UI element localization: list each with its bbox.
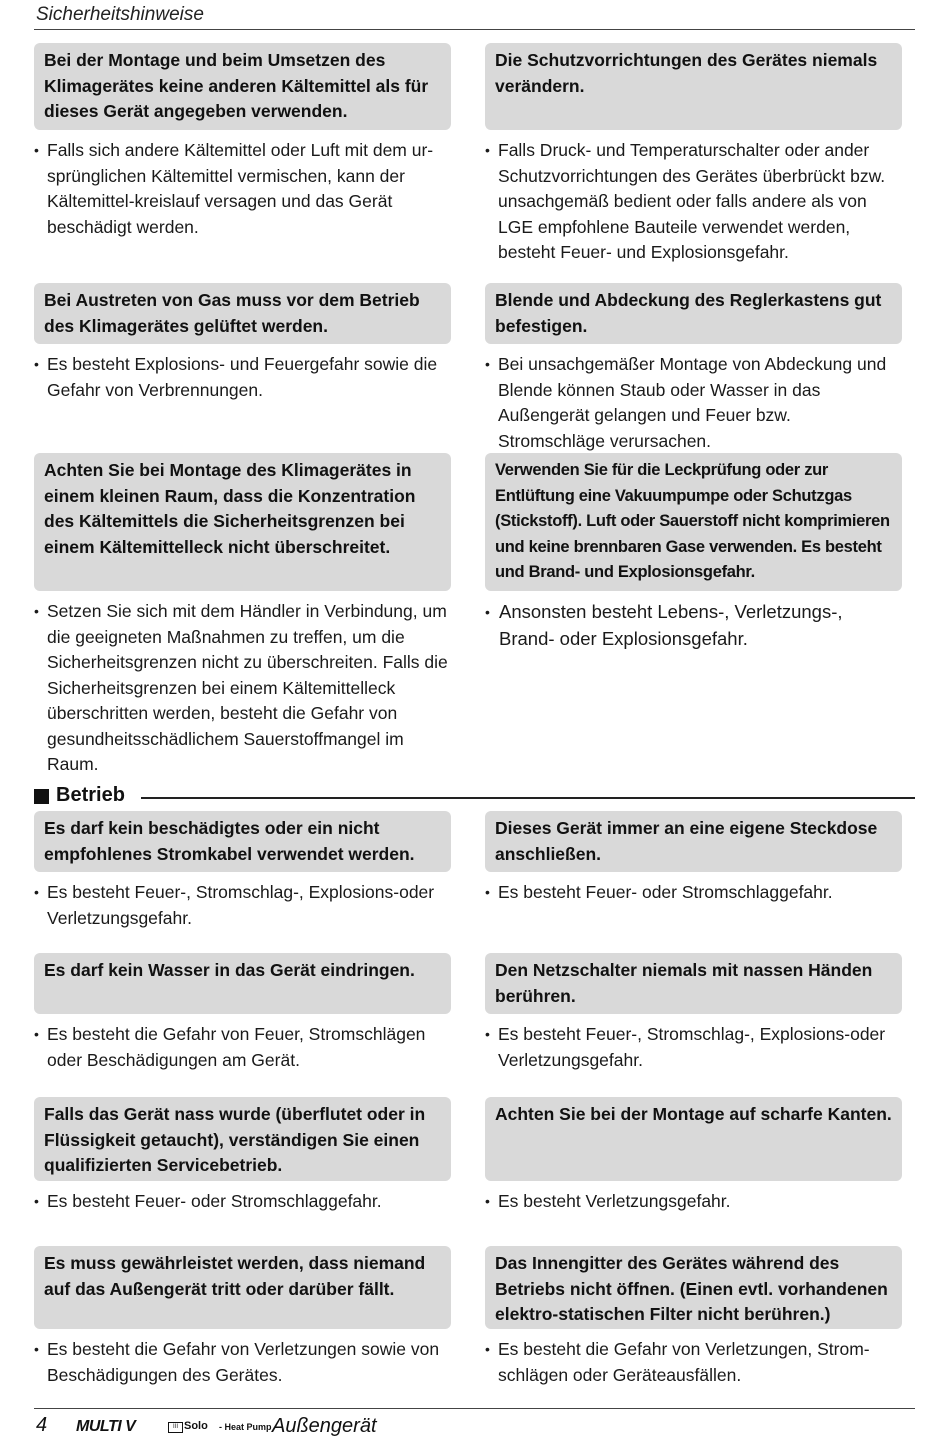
page-footer bbox=[36, 1414, 636, 1440]
notice-block bbox=[34, 453, 451, 778]
notice-bullet: • Ansonsten besteht Lebens-, Verletzungs-, Brand- oder Explosionsgefahr. bbox=[485, 599, 902, 652]
notice-heading: Achten Sie bei der Montage auf scharfe Kanten. bbox=[485, 1097, 902, 1181]
notice-bullet: • Es besteht die Gefahr von Feuer, Stromschlägen oder Beschädigungen am Gerät. bbox=[34, 1022, 451, 1073]
notice-heading: Es muss gewährleistet werden, dass niemand auf das Außengerät tritt oder darüber fällt. bbox=[34, 1246, 451, 1329]
notice-heading: Blende und Abdeckung des Reglerkastens gut befestigen. bbox=[485, 283, 902, 344]
notice-bullet: • Bei unsachgemäßer Montage von Abdeckung und Blende können Staub oder Wasser in das Außengerät gelangen und Feuer bzw. Stromschläge verursachen. bbox=[485, 352, 902, 454]
section-title: Betrieb bbox=[56, 784, 125, 806]
notice-block bbox=[34, 1097, 451, 1215]
notice-block bbox=[34, 43, 451, 240]
notice-block bbox=[485, 43, 902, 266]
notice-block bbox=[485, 453, 902, 652]
notice-bullet: • Falls Druck- und Temperaturschalter oder ander Schutzvorrichtungen des Gerätes überbrückt bzw. unsachgemäß bedient oder falls andere als von LGE empfohlene Bauteile verwendet werden, besteht Feuer- und Explosionsgefahr. bbox=[485, 138, 902, 266]
notice-block bbox=[485, 811, 902, 906]
notice-heading: Verwenden Sie für die Leckprüfung oder zur Entlüftung eine Vakuumpumpe oder Schutzgas (Stickstoff). Luft oder Sauerstoff nicht komprimieren und keine brennbaren Gase verwenden. Es besteht und Brand- und Explosionsgefahr. bbox=[485, 453, 902, 591]
notice-heading: Den Netzschalter niemals mit nassen Händen berühren. bbox=[485, 953, 902, 1014]
notice-heading: Bei Austreten von Gas muss vor dem Betrieb des Klimagerätes gelüftet werden. bbox=[34, 283, 451, 344]
notice-heading: Dieses Gerät immer an eine eigene Steckdose anschließen. bbox=[485, 811, 902, 872]
square-bullet-icon bbox=[34, 789, 49, 804]
notice-bullet: • Falls sich andere Kältemittel oder Luft mit dem ur-sprünglichen Kältemittel vermischen, kann der Kältemittel-kreislauf versagen und das Gerät beschädigt werden. bbox=[34, 138, 451, 240]
notice-block bbox=[485, 953, 902, 1073]
logo-mark-icon: III bbox=[168, 1422, 183, 1433]
footer-divider bbox=[34, 1408, 915, 1409]
notice-bullet: • Es besteht Feuer-, Stromschlag-, Explosions-oder Verletzungsgefahr. bbox=[34, 880, 451, 931]
notice-bullet: • Es besteht die Gefahr von Verletzungen, Strom-schlägen oder Geräteausfällen. bbox=[485, 1337, 902, 1388]
notice-heading: Das Innengitter des Gerätes während des Betriebs nicht öffnen. (Einen evtl. vorhandenen elektro-statischen Filter nicht berühren.) bbox=[485, 1246, 902, 1329]
notice-block bbox=[485, 1246, 902, 1388]
notice-bullet: • Es besteht Feuer- oder Stromschlaggefahr. bbox=[34, 1189, 451, 1215]
notice-heading: Es darf kein beschädigtes oder ein nicht empfohlenes Stromkabel verwendet werden. bbox=[34, 811, 451, 872]
notice-block bbox=[34, 1246, 451, 1388]
product-logo: MULTI V bbox=[76, 1418, 136, 1435]
notice-block bbox=[34, 953, 451, 1073]
section-divider bbox=[141, 797, 915, 799]
page-number: 4 bbox=[36, 1414, 48, 1436]
notice-heading: Achten Sie bei Montage des Klimagerätes in einem kleinen Raum, dass die Konzentration des Kältemittels die Sicherheitsgrenzen bei einem Kältemittelleck nicht überschreitet. bbox=[34, 453, 451, 591]
notice-bullet: • Es besteht Feuer- oder Stromschlaggefahr. bbox=[485, 880, 902, 906]
logo-solo: Solo bbox=[184, 1420, 208, 1432]
notice-block bbox=[485, 1097, 902, 1215]
header-divider bbox=[34, 29, 915, 30]
notice-bullet: • Setzen Sie sich mit dem Händler in Verbindung, um die geeigneten Maßnahmen zu treffen, um die Sicherheitsgrenzen nicht zu überschreiten. Falls die Sicherheitsgrenzen bei einem Kältemittelleck überschritten werden, besteht die Gefahr von gesundheitsschädlichem Sauerstoffmangel im Raum. bbox=[34, 599, 451, 778]
notice-heading: Falls das Gerät nass wurde (überflutet oder in Flüssigkeit getaucht), verständigen Sie einen qualifizierten Servicebetrieb. bbox=[34, 1097, 451, 1181]
section-header-betrieb bbox=[34, 784, 915, 812]
logo-variant: - Heat Pump bbox=[219, 1422, 272, 1432]
notice-heading: Die Schutzvorrichtungen des Gerätes niemals verändern. bbox=[485, 43, 902, 130]
notice-heading: Bei der Montage und beim Umsetzen des Klimagerätes keine anderen Kältemittel als für dieses Gerät angegeben verwenden. bbox=[34, 43, 451, 130]
notice-bullet: • Es besteht Explosions- und Feuergefahr sowie die Gefahr von Verbrennungen. bbox=[34, 352, 451, 403]
notice-bullet: • Es besteht die Gefahr von Verletzungen sowie von Beschädigungen des Gerätes. bbox=[34, 1337, 451, 1388]
page-header-title: Sicherheitshinweise bbox=[36, 4, 204, 25]
notice-block bbox=[34, 811, 451, 931]
footer-title: Außengerät bbox=[272, 1415, 377, 1437]
notice-bullet: • Es besteht Feuer-, Stromschlag-, Explosions-oder Verletzungsgefahr. bbox=[485, 1022, 902, 1073]
notice-heading: Es darf kein Wasser in das Gerät eindringen. bbox=[34, 953, 451, 1014]
notice-block bbox=[485, 283, 902, 454]
notice-bullet: • Es besteht Verletzungsgefahr. bbox=[485, 1189, 902, 1215]
notice-block bbox=[34, 283, 451, 403]
